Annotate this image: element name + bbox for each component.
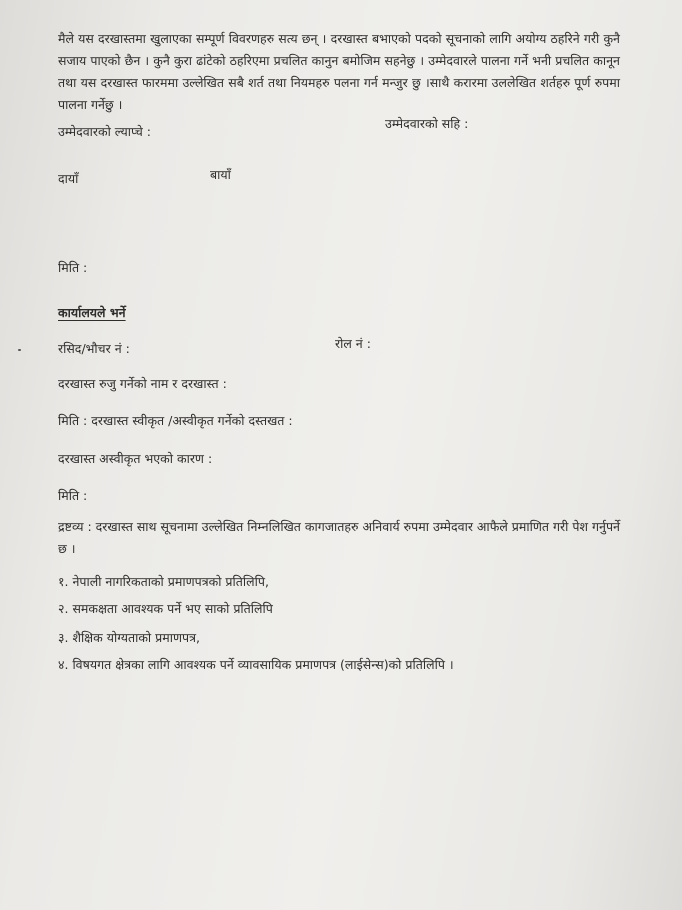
- receipt-voucher-label: रसिद/भौचर नं :: [58, 341, 130, 356]
- document-item: १. नेपाली नागरिकताको प्रमाणपत्रको प्रतिलिपि,: [58, 574, 269, 589]
- rejection-reason-label: दरखास्त अस्वीकृत भएको कारण :: [58, 451, 213, 466]
- note-paragraph: द्रष्टव्य : दरखास्त साथ सूचनामा उल्लेखित निम्नलिखित कागजातहरु अनिवार्य रुपमा उम्मेदवार आफैले प्रमाणित गरी पेश गर्नुपर्ने छ ।: [58, 519, 620, 556]
- declaration-paragraph: मैले यस दरखास्तमा खुलाएका सम्पूर्ण विवरणहरु सत्य छन् । दरखास्त बभाएको पदको सूचनाको लागि अयोग्य ठहरिने गरी कुनै सजाय पाएको छैन । कुनै कुरा ढांटेको ठहरिएमा प्रचलित कानुन बमोजिम सहनेछु । उम्मेदवारले पालना गर्ने भनी प्रचलित कानून तथा यस दरखास्त फारममा उल्लेखित सबै शर्त तथा नियमहरु पलना गर्न मन्जुर छु ।साथै करारमा उललेखित शर्तहरु पूर्ण रुपमा पालना गर्नेछु ।: [58, 31, 620, 112]
- signature-label: उम्मेदवारको सहि :: [385, 116, 469, 131]
- document-item: ३. शैक्षिक योग्यताको प्रमाणपत्र,: [58, 630, 200, 645]
- left-thumb-label: बायाँ: [210, 167, 231, 182]
- office-use-heading: कार्यालयले भर्ने: [58, 305, 126, 320]
- office-date-label: मिति :: [58, 488, 88, 503]
- right-thumb-label: दायाँ: [58, 171, 79, 186]
- approval-signature-label: मिति : दरखास्त स्वीकृत /अस्वीकृत गर्नेको दस्तखत :: [58, 413, 293, 428]
- roll-number-label: रोल नं :: [335, 336, 371, 351]
- thumb-print-label: उम्मेदवारको ल्याप्चे :: [58, 124, 151, 139]
- registrar-name-label: दरखास्त रुजु गर्नेको नाम र दरखास्त :: [58, 376, 227, 391]
- candidate-date-label: मिति :: [58, 260, 88, 275]
- document-item: २. समकक्षता आवश्यक पर्ने भए साको प्रतिलिपि: [58, 601, 273, 616]
- stray-mark: [18, 349, 21, 351]
- document-item: ४. विषयगत क्षेत्रका लागि आवश्यक पर्ने व्यावसायिक प्रमाणपत्र (लाईसेन्स)को प्रतिलिपि ।: [58, 657, 454, 672]
